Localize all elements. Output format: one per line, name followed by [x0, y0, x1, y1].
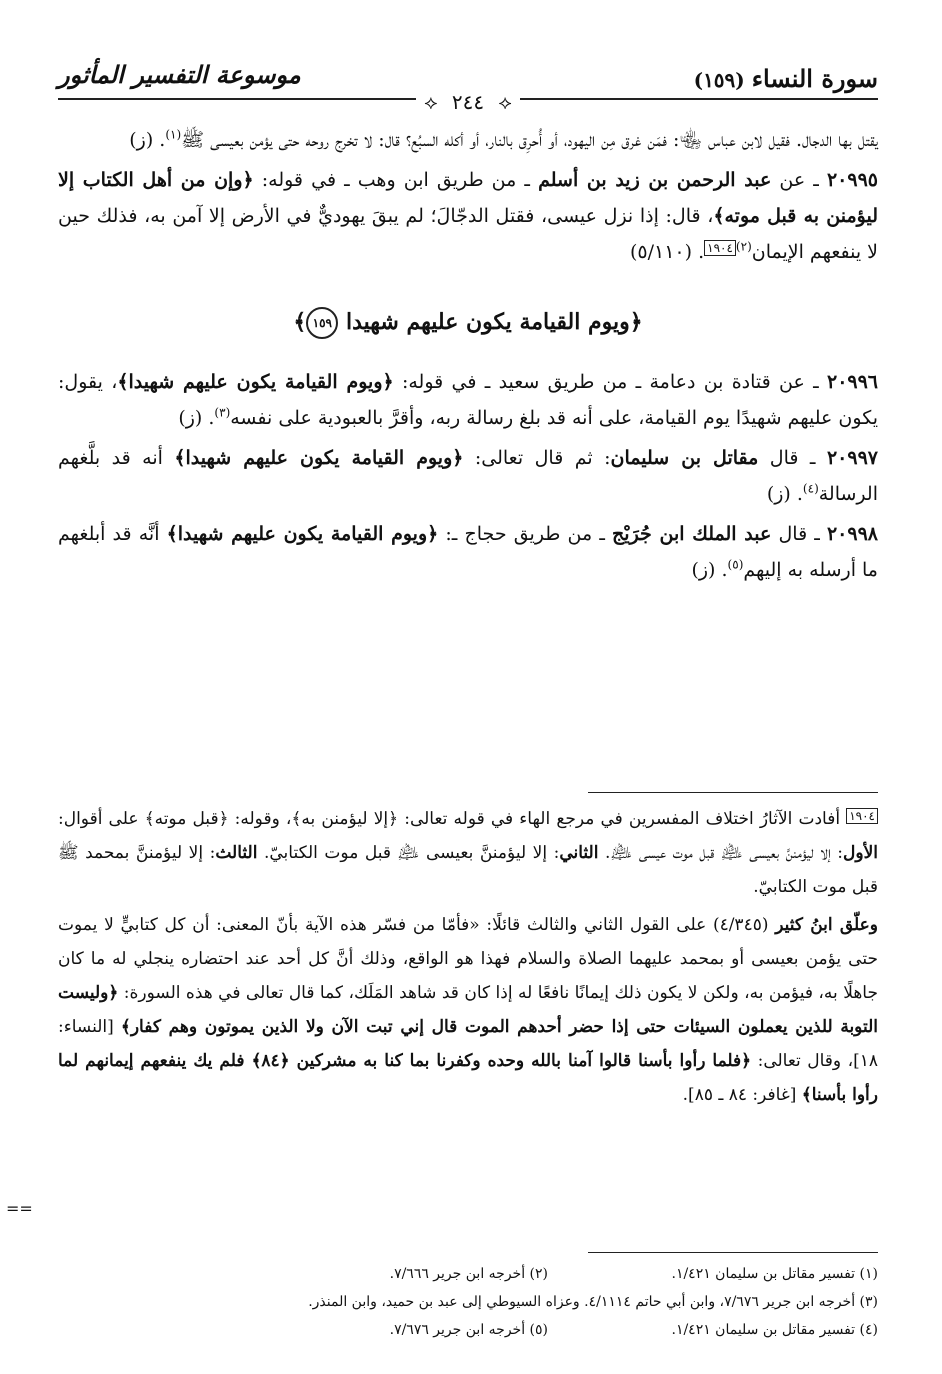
- quran-quote: ﴿فلما رأوا بأسنا قالوا آمنا بالله وحده وكفرنا بما كنا به مشركين ﴿٨٤﴾ فلم يك ينفعهم إيمانهم لما رأوا بأسنا﴾: [58, 1051, 878, 1105]
- main-text: [58, 122, 878, 592]
- note-paragraph-1: [58, 802, 878, 904]
- quran-quote: ﴿ويوم القيامة يكون عليهم شهيدا﴾: [166, 523, 439, 545]
- entry-pre: ـ عن: [771, 169, 827, 191]
- verse-number-circle: ١٥٩: [306, 307, 338, 339]
- footnote-divider: [588, 1252, 878, 1253]
- entry-tail: . (ز): [691, 559, 728, 581]
- footnote: (٥) أخرجه ابن جرير ٧/٦٧٦.: [389, 1322, 548, 1338]
- verse-heading-close: ﴾: [293, 309, 307, 335]
- entry-tail: . (٥/١١٠): [629, 241, 705, 263]
- entry-post: ، يقول: يكون عليهم شهيدًا يوم القيامة، على أنه قد بلغ رسالة ربه، وأقرَّ بالعبودية على نفسه: [58, 371, 878, 429]
- footnote: (٢) أخرجه ابن جرير ٧/٦٦٦.: [389, 1266, 548, 1282]
- surah-name: سورة النساء: [751, 64, 878, 93]
- entry-number: ٢٠٩٩٧: [826, 447, 878, 469]
- para-text: يقتل بها الدجال. فقيل لابن عباس ﵄: فمَن غرق مِن اليهود، أو أُحرِق بالنار، أو أكله السبُع؟ قال: لا تخرج روحه حتى يؤمن بعيسى ﷺ: [181, 129, 878, 151]
- entry-number: ٢٠٩٩٥: [826, 169, 878, 191]
- footnote-ref: (٤): [802, 481, 819, 496]
- footnote-row: [58, 1316, 878, 1344]
- entry-tail: . (ز): [178, 407, 215, 429]
- footnote-ref: (٣): [214, 405, 231, 420]
- entry-20995: [58, 162, 878, 270]
- footnote: (٤) تفسير مقاتل بن سليمان ١/٤٢١.: [671, 1322, 878, 1338]
- verse-heading-text: ﴿ويوم القيامة يكون عليهم شهيدا: [345, 309, 643, 335]
- entry-pre: ـ عن قتادة بن دعامة ـ من طريق سعيد ـ في قوله:: [393, 371, 827, 393]
- entry-pre: ـ قال: [758, 447, 827, 469]
- footnotes: [58, 1260, 878, 1344]
- entry-tail: . (ز): [766, 483, 803, 505]
- note-text: [النساء: ١٨]، وقال تعالى:: [58, 1017, 879, 1071]
- entry-mid: ـ من طريق حجاج ـ:: [438, 523, 613, 545]
- entry-mid: ـ من طريق ابن وهب ـ في قوله:: [253, 169, 539, 191]
- footnote: (٣) أخرجه ابن جرير ٧/٦٧٦، وابن أبي حاتم ٤/١١١٤. وعزاه السيوطي إلى عبد بن حميد، وابن المنذر.: [308, 1294, 878, 1310]
- note-text: (٤/٣٤٥) على القول الثاني والثالث قائلًا: «فأمّا من فسّر هذه الآية بأنّ المعنى: أن كل كتابيٍّ لا يموت حتى يؤمن بعيسى أو بمحمد عليهما الصلاة والسلام فهذا هو الواقع، وذلك أنَّ كل أحد عند احتضاره ينجلي له ما كان جاهلًا به، فيؤمن به، ولكن لا يكون ذلك إيمانًا نافعًا له إذا كان قد شاهد المَلَك، كما قال تعالى في هذه السورة:: [58, 915, 878, 1003]
- book-title: موسوعة التفسير المأثور: [58, 60, 301, 89]
- entry-number: ٢٠٩٩٦: [826, 371, 879, 393]
- page-number: ⟡ ٢٤٤ ⟡: [58, 90, 878, 114]
- para-tail: . (ز): [129, 129, 166, 151]
- page: [6, 50, 879, 1338]
- entry-20997: [58, 440, 878, 512]
- entry-mid: : ثم قال تعالى:: [463, 447, 611, 469]
- narrator-name: مقاتل بن سليمان: [610, 447, 759, 469]
- entry-post: أنه قد بلَّغهم الرسالة: [58, 447, 878, 505]
- opinion-label: الثالث: [215, 843, 258, 863]
- narrator-name: عبد الملك ابن جُرَيْج: [612, 523, 772, 545]
- quran-quote: ﴿وليست التوبة للذين يعملون السيئات حتى إذا حضر أحدهم الموت قال إني تبت الآن ولا الذين يموتون وهم كفار﴾: [58, 983, 878, 1037]
- footnote-ref: (١): [165, 127, 182, 142]
- entry-post: أنَّه قد أبلغهم ما أرسله به إليهم: [58, 523, 878, 581]
- quran-quote: ﴿وإن من أهل الكتاب إلا ليؤمنن به قبل موته﴾: [58, 169, 878, 227]
- scholar-name: وعلّق ابنُ كثير: [775, 915, 878, 935]
- entry-20996: [58, 364, 878, 436]
- opinion-text: : إلا ليؤمننَّ بمحمد ﷺ قبل موت الكتابيّ.: [58, 843, 878, 897]
- entry-20998: [58, 516, 878, 588]
- opinion-label: الأول: [843, 843, 878, 863]
- verse-ref: (١٥٩): [693, 68, 745, 92]
- note-box-ref: ١٩٠٤: [846, 808, 878, 824]
- continuation-mark: ==: [6, 1199, 33, 1218]
- note-text: [غافر: ٨٤ ـ ٨٥].: [682, 1085, 802, 1105]
- page-number-value: ٢٤٤: [444, 90, 492, 114]
- opinion-text: : إلا ليؤمننَّ بعيسى ﵇ قبل موت الكتابيّ.: [257, 843, 560, 863]
- note-paragraph-2: [58, 908, 878, 1112]
- verse-heading: [58, 304, 878, 340]
- surah-heading: [694, 64, 878, 93]
- note-text: أفادت الآثارُ اختلاف المفسرين في مرجع الهاء في قوله تعالى: ﴿إلا ليؤمنن به﴾، وقوله: ﴿قبل موته﴾ على أقوال:: [58, 809, 847, 829]
- note-divider: [588, 792, 878, 793]
- opinion-label: الثاني: [559, 843, 599, 863]
- quran-quote: ﴿ويوم القيامة يكون عليهم شهيدا﴾: [174, 447, 464, 469]
- footnote-ref: (٢): [735, 239, 752, 254]
- entry-pre: ـ قال: [771, 523, 827, 545]
- entry-number: ٢٠٩٩٨: [826, 523, 878, 545]
- paragraph-continuation: [58, 122, 878, 158]
- footnote-row: [58, 1288, 878, 1316]
- quran-quote: ﴿ويوم القيامة يكون عليهم شهيدا﴾: [117, 371, 394, 393]
- narrator-name: عبد الرحمن بن زيد بن أسلم: [538, 169, 772, 191]
- commentary-note: [58, 802, 878, 1116]
- footnote: (١) تفسير مقاتل بن سليمان ١/٤٢١.: [671, 1266, 878, 1282]
- opinion-text: : إلا ليؤمننَّ بعيسى ﵇ قبل موت عيسى ﵇.: [598, 843, 844, 863]
- entry-post: ، قال: إذا نزل عيسى، فقتل الدجّالَ؛ لم يبقَ يهوديٌّ في الأرض إلا آمن به، فذلك حين لا ينفعهم الإيمان: [58, 205, 878, 263]
- footnote-ref: (٥): [727, 557, 744, 572]
- note-box-ref: ١٩٠٤: [704, 240, 736, 256]
- footnote-row: [58, 1260, 878, 1288]
